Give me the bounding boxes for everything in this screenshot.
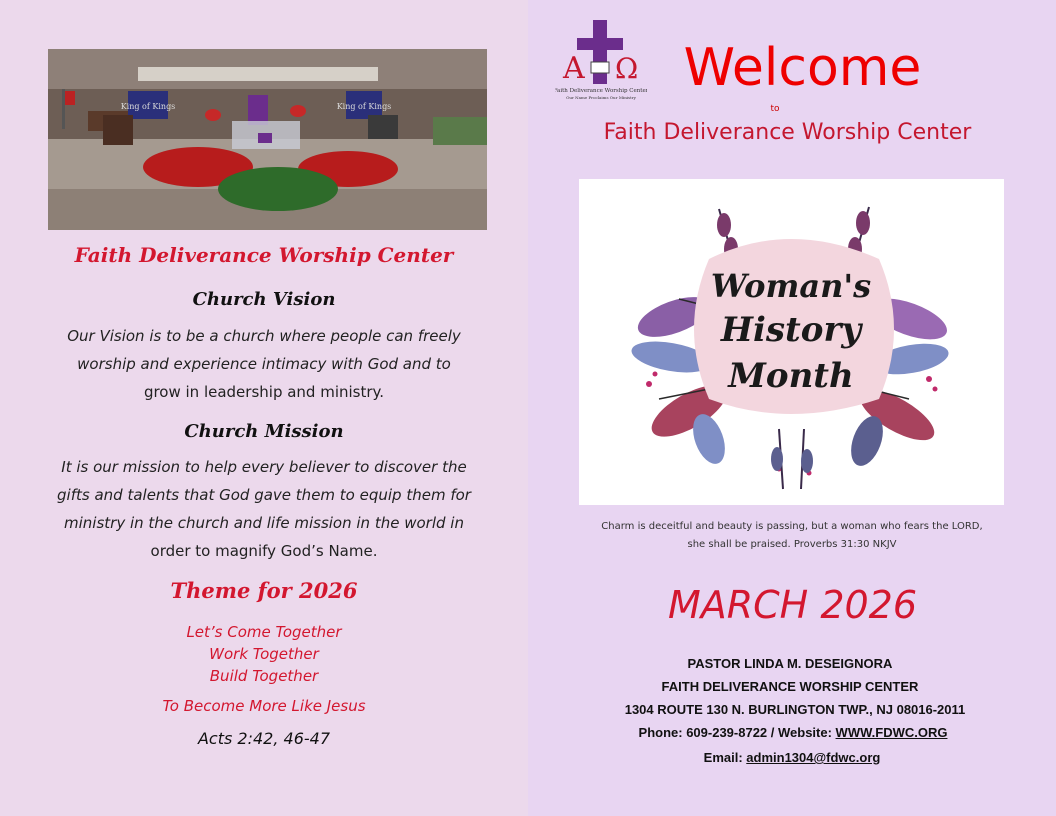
website-link[interactable]: WWW.FDWC.ORG xyxy=(835,725,948,740)
alpha-symbol: A xyxy=(563,51,585,86)
address: 1304 ROUTE 130 N. BURLINGTON TWP., NJ 08016-2011 xyxy=(624,702,966,717)
cross-vertical xyxy=(593,20,607,84)
mission-text xyxy=(0,453,528,565)
photo-banner-left: King of Kings xyxy=(120,102,176,111)
logo-subtext: Our Name Proclaims Our Ministry xyxy=(566,95,636,100)
mission-line: It is our mission to help every believer to discover the xyxy=(61,458,467,476)
mission-line: gifts and talents that God gave them to equip them for xyxy=(57,486,471,504)
proverbs-verse xyxy=(582,518,1002,554)
logo-text: Faith Deliverance Worship Center xyxy=(555,88,647,94)
womens-history-month-graphic xyxy=(579,179,1004,505)
scripture-reference: Acts 2:42, 46-47 xyxy=(197,729,331,748)
theme-line: Build Together xyxy=(209,667,319,685)
theme-line: Work Together xyxy=(209,645,319,663)
mission-line: order to magnify God’s Name. xyxy=(150,542,378,560)
mission-heading: Church Mission xyxy=(184,421,344,442)
church-name: Faith Deliverance Worship Center xyxy=(603,120,972,145)
theme-heading: Theme for 2026 xyxy=(170,578,358,603)
theme-closing: To Become More Like Jesus xyxy=(162,697,366,715)
omega-symbol: Ω xyxy=(615,52,639,85)
verse-line: Charm is deceitful and beauty is passing, but a woman who fears the LORD, xyxy=(601,521,983,532)
pastor-name: PASTOR LINDA M. DESEIGNORA xyxy=(687,656,893,671)
welcome-to: to xyxy=(770,104,780,114)
phone-website-line xyxy=(573,725,1013,740)
graphic-word: Month xyxy=(728,356,854,396)
theme-lines xyxy=(0,621,528,687)
graphic-word: Woman's xyxy=(710,267,872,305)
bible-icon xyxy=(591,62,609,73)
graphic-word: History xyxy=(720,310,862,350)
vision-heading: Church Vision xyxy=(192,289,336,310)
photo-banner-right: King of Kings xyxy=(336,102,392,111)
vision-line: worship and experience intimacy with God and to xyxy=(77,355,451,373)
theme-line: Let’s Come Together xyxy=(186,623,342,641)
vision-line: Our Vision is to be a church where people can freely xyxy=(67,327,461,345)
email-label: Email: xyxy=(703,750,747,765)
email-line xyxy=(572,750,1012,765)
church-logo xyxy=(555,16,647,106)
vision-text xyxy=(0,322,528,406)
organization-name: FAITH DELIVERANCE WORSHIP CENTER xyxy=(661,679,919,694)
vision-line: grow in leadership and ministry. xyxy=(143,383,385,401)
sanctuary-photo xyxy=(48,49,487,230)
cross-horizontal xyxy=(577,38,623,50)
church-title: Faith Deliverance Worship Center xyxy=(74,243,454,267)
email-link[interactable]: admin1304@fdwc.org xyxy=(746,750,881,765)
phone-text: Phone: 609-239-8722 / Website: xyxy=(638,725,836,740)
mission-line: ministry in the church and life mission in the world in xyxy=(64,514,464,532)
month-title: MARCH 2026 xyxy=(667,583,918,627)
verse-line: she shall be praised. Proverbs 31:30 NKJV xyxy=(687,539,897,550)
welcome-heading: Welcome xyxy=(683,38,922,98)
